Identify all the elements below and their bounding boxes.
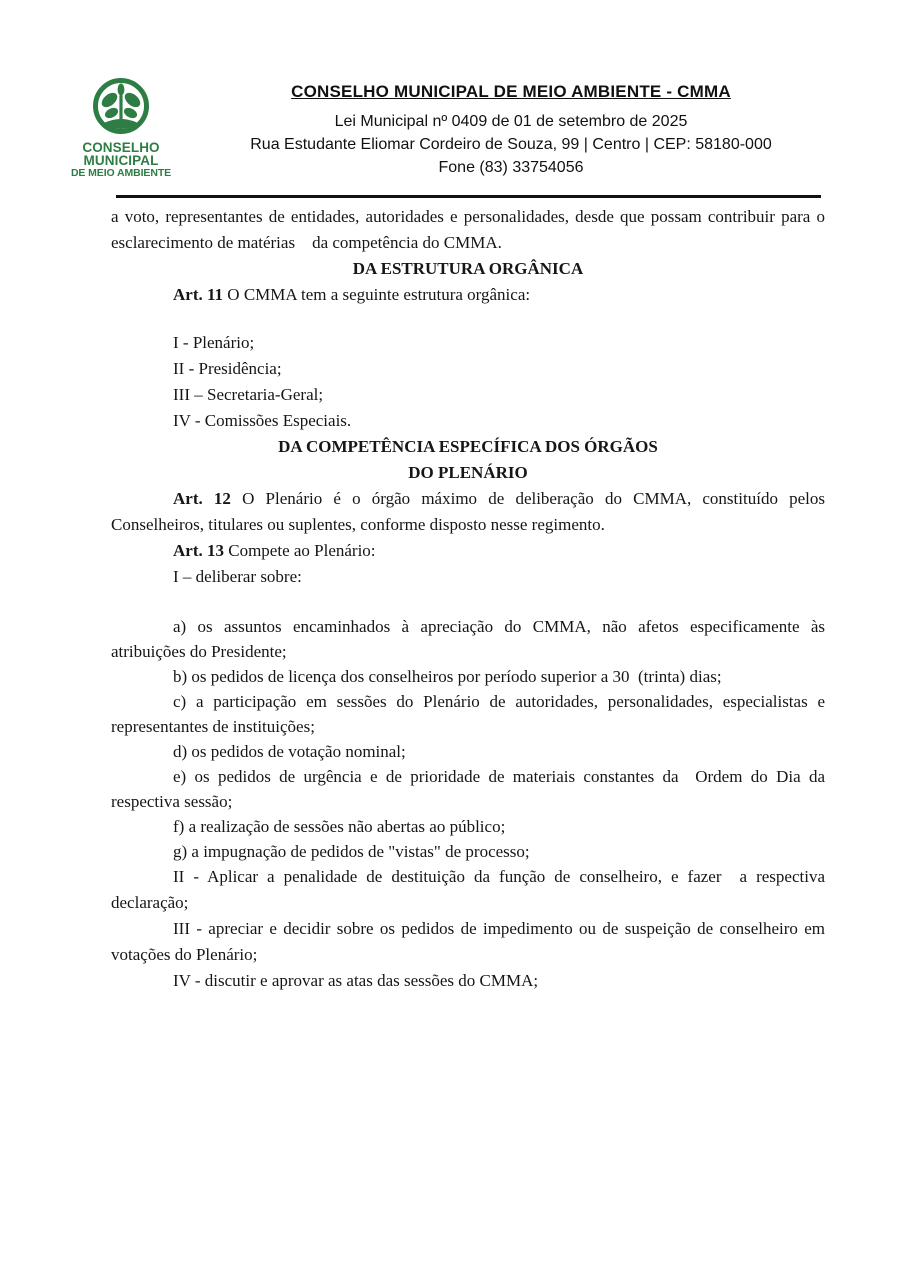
plant-in-circle-icon [92, 76, 150, 138]
phone-line: Fone (83) 33754056 [438, 159, 584, 176]
article-11 [111, 282, 825, 308]
document-body [111, 198, 830, 994]
item-roman-iv: IV - discutir e aprovar as atas das sessões do CMMA; [173, 971, 539, 990]
article-13-label: Art. 13 [173, 541, 224, 560]
letter-item-f: f) a realização de sessões não abertas ao público; [173, 817, 506, 836]
letter-item-g: g) a impugnação de pedidos de "vistas" de processo; [173, 842, 530, 861]
article-11-text: O CMMA tem a seguinte estrutura orgânica: [223, 285, 531, 304]
letter-item-c: c) a participação em sessões do Plenário de autoridades, personalidades, especialistas e representantes de instituições; [111, 692, 830, 736]
structure-list [111, 330, 825, 434]
letter-item-d: d) os pedidos de votação nominal; [173, 742, 406, 761]
section-heading-competencia: DA COMPETÊNCIA ESPECÍFICA DOS ÓRGÃOS [278, 437, 658, 456]
letter-item-a: a) os assuntos encaminhados à apreciação do CMMA, não afetos especificamente às atribuições do Presidente; [111, 617, 830, 661]
article-12-label: Art. 12 [173, 489, 231, 508]
article-12 [111, 486, 830, 538]
letterhead [0, 0, 900, 195]
letter-items [111, 614, 830, 864]
logo-text-line1: CONSELHO [82, 140, 160, 155]
item-roman-ii: II - Aplicar a penalidade de destituição da função de conselheiro, e fazer a respectiva declaração; [111, 867, 830, 912]
cmma-logo [64, 76, 178, 179]
item-roman-iii: III - apreciar e decidir sobre os pedidos de impedimento ou de suspeição de conselheiro em votações do Plenário; [111, 919, 830, 964]
logo-text-line2: MUNICIPAL [83, 153, 159, 168]
item-roman-i: I – deliberar sobre: [173, 567, 302, 586]
structure-item-3: III – Secretaria-Geral; [173, 385, 324, 404]
article-13-text: Compete ao Plenário: [223, 541, 376, 560]
org-title: CONSELHO MUNICIPAL DE MEIO AMBIENTE - CMMA [291, 82, 731, 101]
letterhead-text [188, 82, 834, 179]
article-13 [111, 538, 825, 564]
article-11-label: Art. 11 [173, 285, 224, 304]
address-line: Rua Estudante Eliomar Cordeiro de Souza, 99 | Centro | CEP: 58180-000 [250, 136, 772, 153]
article-12-text: O Plenário é o órgão máximo de deliberação do CMMA, constituído pelos Conselheiros, titulares ou suplentes, conforme disposto nesse regimento. [111, 489, 830, 534]
logo-text-line3: DE MEIO AMBIENTE [70, 167, 172, 179]
law-line: Lei Municipal nº 0409 de 01 de setembro de 2025 [334, 113, 688, 130]
structure-item-2: II - Presidência; [173, 359, 282, 378]
structure-item-4: IV - Comissões Especiais. [173, 411, 352, 430]
intro-paragraph: a voto, representantes de entidades, autoridades e personalidades, desde que possam contribuir para o esclarecimento de matérias da competência do CMMA. [111, 207, 830, 252]
letter-item-e: e) os pedidos de urgência e de prioridade de materiais constantes da Ordem do Dia da respectiva sessão; [111, 767, 830, 811]
section-heading-estrutura: DA ESTRUTURA ORGÂNICA [352, 259, 584, 278]
letter-item-b: b) os pedidos de licença dos conselheiros por período superior a 30 (trinta) dias; [173, 667, 722, 686]
section-heading-plenario: DO PLENÁRIO [408, 463, 528, 482]
structure-item-1: I - Plenário; [173, 333, 255, 352]
